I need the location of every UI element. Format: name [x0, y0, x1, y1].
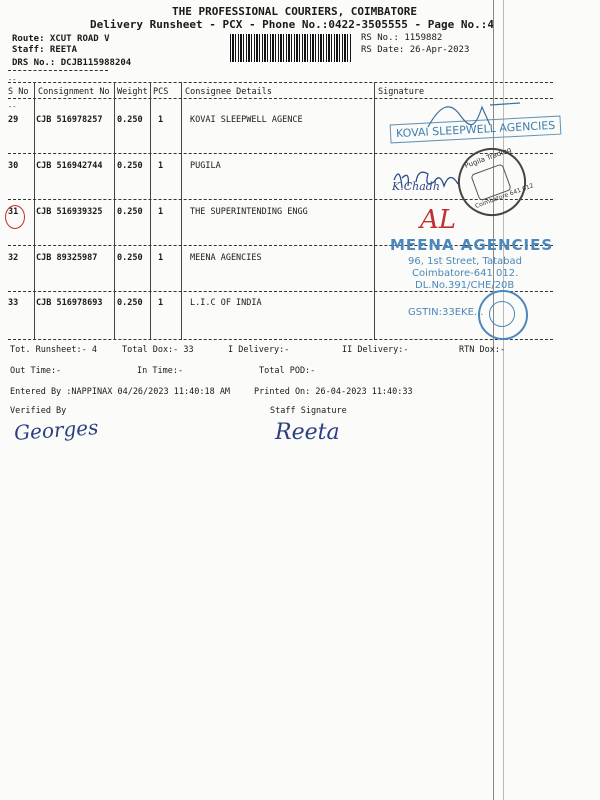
row-sno: 32 — [8, 253, 19, 263]
company-name: THE PROFESSIONAL COURIERS, COIMBATORE — [172, 5, 418, 18]
col-pcs: PCS — [153, 87, 169, 97]
entered-by: Entered By :NAPPINAX 04/26/2023 11:40:18 AM — [10, 387, 231, 397]
row-weight: 0.250 — [117, 207, 143, 217]
round-stamp: Pugila Trading Coimbatore 641 012 — [448, 138, 535, 225]
row-weight: 0.250 — [117, 115, 143, 125]
row-consignee: KOVAI SLEEPWELL AGENCE — [190, 115, 303, 125]
rs-date: RS Date: 26-Apr-2023 — [361, 45, 470, 55]
staff: Staff: REETA — [12, 45, 78, 55]
row-pcs: 1 — [158, 298, 164, 308]
row-pcs: 1 — [158, 115, 164, 125]
verified-by-label: Verified By — [10, 406, 67, 416]
sheet-title: Delivery Runsheet - PCX - Phone No.:0422-3505555 - Page No.:4 — [90, 18, 494, 31]
row-pcs: 1 — [158, 207, 164, 217]
row-consignment: CJB 516939325 — [36, 207, 103, 217]
row-sno: 33 — [8, 298, 19, 308]
lic-round-stamp — [478, 290, 528, 340]
col-consignee: Consignee Details — [185, 87, 272, 97]
row-weight: 0.250 — [117, 298, 143, 308]
row-sno: 31 — [8, 207, 19, 217]
verified-signature: Georges — [13, 415, 100, 445]
row-consignment: CJB 516942744 — [36, 161, 103, 171]
i-delivery: I Delivery:- — [228, 345, 290, 355]
rs-number: RS No.: 1159882 — [361, 33, 443, 43]
in-time: In Time:- — [137, 366, 184, 376]
row-weight: 0.250 — [117, 253, 143, 263]
barcode — [230, 34, 352, 62]
row-consignment: CJB 516978693 — [36, 298, 103, 308]
drs-number: DRS No.: DCJB115988204 — [12, 58, 132, 68]
col-consignment: Consignment No — [38, 87, 110, 97]
signature-row29 — [420, 95, 530, 135]
handwriting-row32: AL — [420, 205, 457, 235]
red-circle-mark — [5, 205, 25, 229]
meena-stamp-line1: 96, 1st Street, Tatabad — [408, 256, 522, 267]
col-weight: Weight — [117, 87, 148, 97]
meena-stamp-line2: Coimbatore-641 012. — [412, 268, 519, 279]
total-dox: Total Dox:- 33 — [122, 345, 194, 355]
handwriting-row30: K.Chadh — [392, 180, 440, 193]
row-consignee: THE SUPERINTENDING ENGG — [190, 207, 308, 217]
row-consignment: CJB 89325987 — [36, 253, 98, 263]
staff-signature-label: Staff Signature — [270, 406, 347, 416]
row-consignee: L.I.C OF INDIA — [190, 298, 262, 308]
row-consignee: MEENA AGENCIES — [190, 253, 262, 263]
rtn-dox: RTN Dox:- — [459, 345, 506, 355]
total-pod: Total POD:- — [259, 366, 316, 376]
row-pcs: 1 — [158, 253, 164, 263]
row-pcs: 1 — [158, 161, 164, 171]
col-signature: Signature — [378, 87, 425, 97]
row-sno: 30 — [8, 161, 19, 171]
kovai-stamp: KOVAI SLEEPWELL AGENCIES — [390, 116, 562, 144]
route: Route: XCUT ROAD V — [12, 34, 110, 44]
printed-on: Printed On: 26-04-2023 11:40:33 — [254, 387, 413, 397]
meena-stamp-line3: DL.No.391/CHE/20B — [415, 280, 515, 291]
col-sno: S No — [8, 87, 29, 97]
staff-signature: Reeta — [275, 420, 340, 445]
row-consignee: PUGILA — [190, 161, 221, 171]
row-weight: 0.250 — [117, 161, 143, 171]
row-sno: 29 — [8, 115, 19, 125]
meena-stamp-line4: GSTIN:33EKE... — [408, 307, 484, 318]
row-consignment: CJB 516978257 — [36, 115, 103, 125]
out-time: Out Time:- — [10, 366, 62, 376]
tot-runsheet: Tot. Runsheet:- 4 — [10, 345, 97, 355]
meena-stamp-title: MEENA AGENCIES — [390, 236, 554, 254]
ii-delivery: II Delivery:- — [342, 345, 409, 355]
